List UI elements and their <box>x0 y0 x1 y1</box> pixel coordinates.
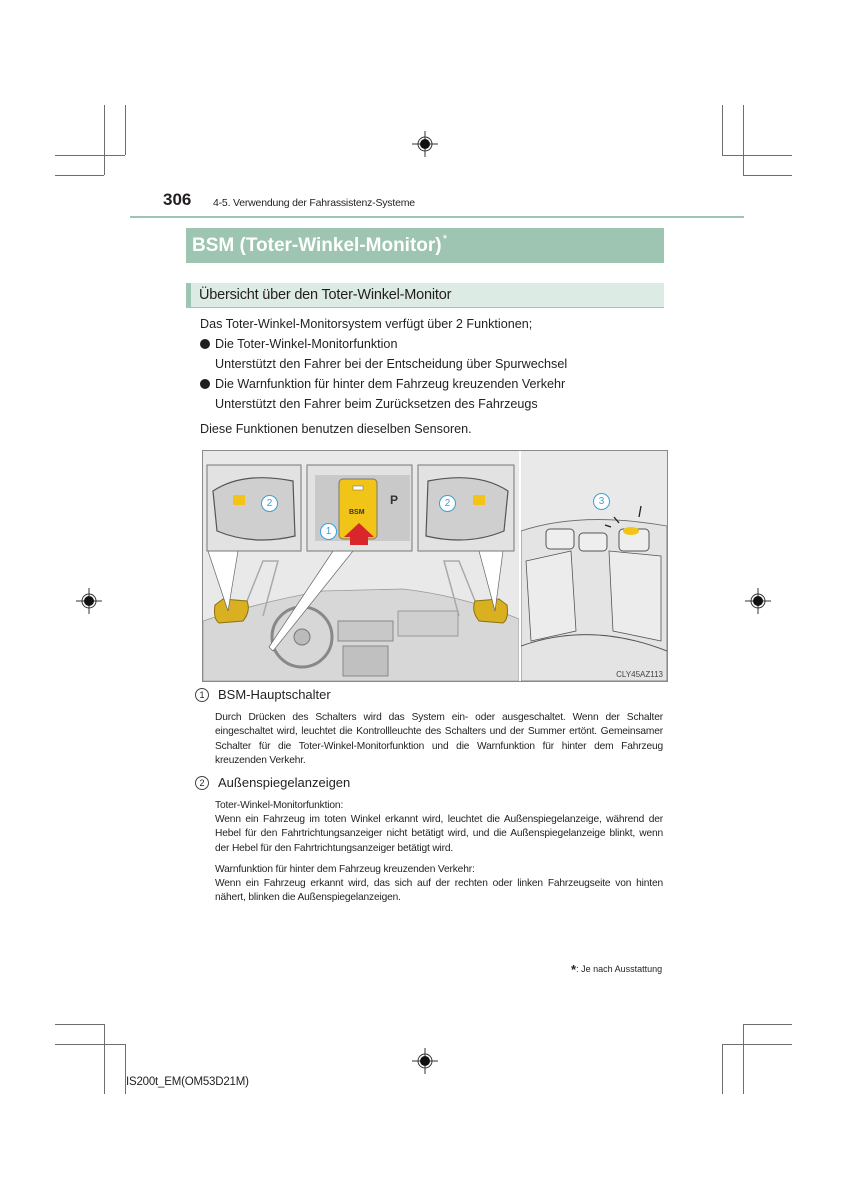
bullet-icon <box>200 379 210 389</box>
bullet-text: Unterstützt den Fahrer bei der Entscheidung über Spurwechsel <box>215 357 568 371</box>
bullet-title: Die Toter-Winkel-Monitorfunktion <box>215 337 398 351</box>
figure-code: CLY45AZ113 <box>616 670 663 679</box>
bullet-text: Unterstützt den Fahrer beim Zurücksetzen des Fahrzeugs <box>215 397 538 411</box>
item-title: BSM-Hauptschalter <box>218 687 331 702</box>
intro-closing: Diese Funktionen benutzen dieselben Sensoren. <box>200 422 472 436</box>
item-number: 2 <box>195 776 209 790</box>
footnote-asterisk: * <box>571 962 577 977</box>
bullet-icon <box>200 339 210 349</box>
rear-seat-illustration <box>521 451 667 681</box>
item-number: 1 <box>195 688 209 702</box>
callout-1: 1 <box>320 523 337 540</box>
crop-mark <box>722 1044 792 1045</box>
crop-mark <box>55 1044 125 1045</box>
intro-lead: Das Toter-Winkel-Monitorsystem verfügt über 2 Funktionen; <box>200 317 533 331</box>
callout-2-right: 2 <box>439 495 456 512</box>
item-description: Wenn ein Fahrzeug erkannt wird, das sich auf der rechten oder linken Fahrzeugseite von hinten nähert, blinken die Außenspiegelanzeigen. <box>215 878 663 904</box>
cockpit-illustration <box>203 451 521 681</box>
crop-mark <box>55 1024 104 1025</box>
crop-mark <box>722 1044 723 1094</box>
crop-mark <box>125 105 126 155</box>
item-description: Toter-Winkel-Monitorfunktion: <box>215 800 344 811</box>
bullet-title: Die Warnfunktion für hinter dem Fahrzeug kreuzenden Verkehr <box>215 377 566 391</box>
crop-mark <box>743 105 744 175</box>
list-item <box>215 374 565 414</box>
list-item <box>215 334 567 374</box>
item-title: Außenspiegelanzeigen <box>218 775 351 790</box>
chapter-heading: 4-5. Verwendung der Fahrassistenz-Systeme <box>213 197 415 209</box>
footnote-marker: * <box>442 232 448 246</box>
item-heading <box>195 774 350 792</box>
registration-mark-icon <box>412 131 438 157</box>
crop-mark <box>104 105 105 175</box>
crop-mark <box>104 1024 105 1094</box>
footnote-text: : Je nach Ausstattung <box>576 964 663 974</box>
crop-mark <box>722 155 792 156</box>
registration-mark-icon <box>412 1048 438 1074</box>
crop-mark <box>743 1024 744 1094</box>
header-divider <box>130 216 744 218</box>
item-description: Warnfunktion für hinter dem Fahrzeug kreuzenden Verkehr: <box>215 864 475 875</box>
callout-3: 3 <box>593 493 610 510</box>
callout-2-left: 2 <box>261 495 278 512</box>
crop-mark <box>743 175 792 176</box>
subsection-title: Übersicht über den Toter-Winkel-Monitor <box>186 283 664 308</box>
item-heading <box>195 686 331 704</box>
crop-mark <box>722 105 723 155</box>
bsm-illustration <box>202 450 668 682</box>
bsm-switch-label: BSM <box>349 509 365 516</box>
parking-sensor-label: P <box>390 493 399 507</box>
page-number: 306 <box>163 190 192 209</box>
item-description: Durch Drücken des Schalters wird das System ein- oder ausgeschaltet. Wenn der Schalter eingeschaltet wird, leuchtet die Kontrollleuchte des Schalters und der Summer ertönt. Gemeinsamer Schalter für die Toter-Winkel-Monitorfunktion und die Warnfunktion für hinter dem Fahrzeug kreuzenden Verkehr. <box>215 712 663 766</box>
section-title-text: BSM (Toter-Winkel-Monitor) <box>192 235 442 256</box>
footnote <box>571 962 662 977</box>
section-title <box>186 228 664 263</box>
cockpit-drawing-icon <box>203 451 519 681</box>
registration-mark-icon <box>76 588 102 614</box>
crop-mark <box>743 1024 792 1025</box>
crop-mark <box>55 175 104 176</box>
registration-mark-icon <box>745 588 771 614</box>
document-code: IS200t_EM(OM53D21M) <box>126 1076 249 1088</box>
item-description: Wenn ein Fahrzeug im toten Winkel erkannt wird, leuchtet die Außenspiegelanzeige, während der Hebel für den Fahrtrichtungsanzeiger nicht betätigt wird, und die Außenspiegelanzeige blinkt, wenn der Hebel für den Fahrtrichtungsanzeiger betätigt wird. <box>215 814 663 854</box>
rear-seat-drawing-icon <box>521 451 667 681</box>
crop-mark <box>55 155 125 156</box>
